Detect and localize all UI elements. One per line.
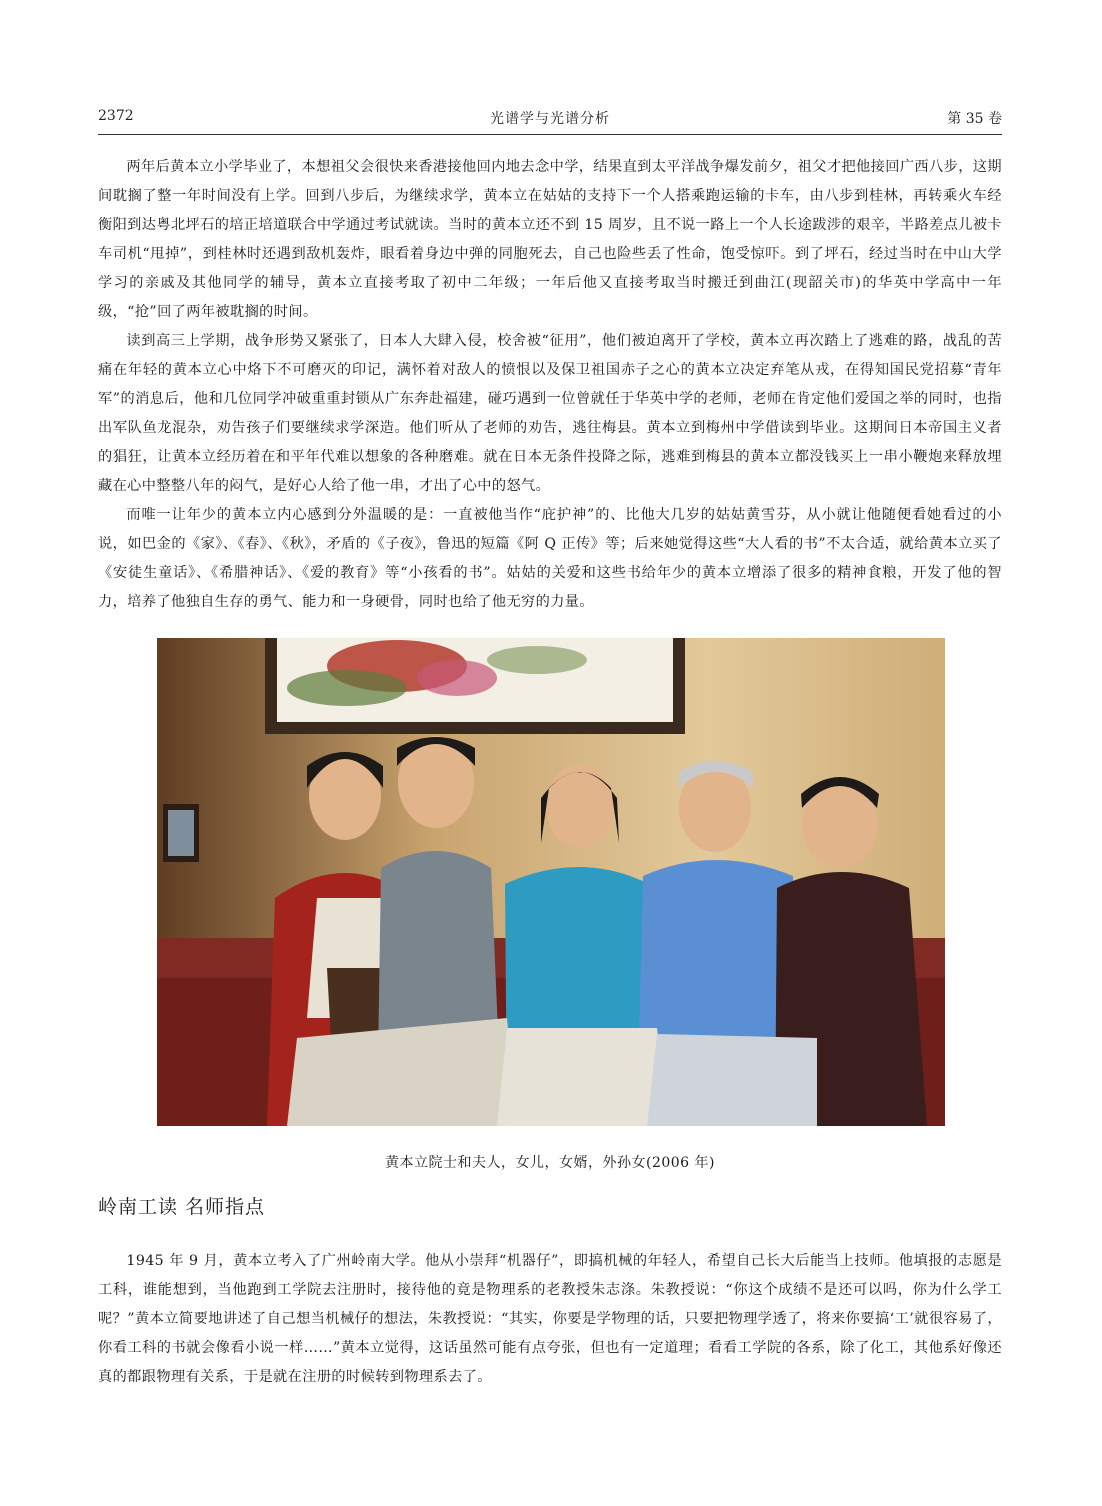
photo-caption: 黄本立院士和夫人，女儿，女婿，外孙女(2006 年): [384, 1155, 715, 1171]
header-rule: [98, 134, 1002, 135]
paragraph: 而唯一让年少的黄本立内心感到分外温暖的是：一直被他当作“庇护神”的、比他大几岁的姑姑黄雪芬，从小就让他随便看她看过的小说，如巴金的《家》、《春》、《秋》，矛盾的《子夜》，鲁迅的短篇《阿 Q 正传》等；后来她觉得这些“大人看的书”不太合适，就给黄本立买了《安徒生童话》、《希腊神话》、《爱的教育》等“小孩看的书”。姑姑的关爱和这些书给年少的黄本立增添了很多的精神食粮，开发了他的智力，培养了他独自生存的勇气、能力和一身硬骨，同时也给了他无穷的力量。: [98, 507, 1002, 610]
family-photo: [157, 638, 945, 1126]
section-title: 岭南工读 名师指点: [98, 1196, 266, 1218]
paragraph: 两年后黄本立小学毕业了，本想祖父会很快来香港接他回内地去念中学，结果直到太平洋战争爆发前夕，祖父才把他接回广西八步，这期间耽搁了整一年时间没有上学。回到八步后，为继续求学，黄本立在姑姑的支持下一个人搭乘跑运输的卡车，由八步到桂林，再转乘火车经衡阳到达粤北坪石的培正培道联合中学通过考试就读。当时的黄本立还不到 15 周岁，且不说一路上一个人长途跋涉的艰辛，半路差点儿被卡车司机“甩掉”，到桂林时还遇到敌机轰炸，眼看着身边中弹的同胞死去，自己也险些丢了性命，饱受惊吓。到了坪石，经过当时在中山大学学习的亲戚及其他同学的辅导，黄本立直接考取了初中二年级；一年后他又直接考取当时搬迁到曲江(现韶关市)的华英中学高中一年级，“抢”回了两年被耽搁的时间。: [98, 159, 1002, 320]
paragraph: 1945 年 9 月，黄本立考入了广州岭南大学。他从小崇拜“机器仔”，即搞机械的年轻人，希望自己长大后能当上技师。他填报的志愿是工科，谁能想到，当他跑到工学院去注册时，接待他的竟是物理系的老教授朱志涤。朱教授说：“你这个成绩不是还可以吗，你为什么学工呢？”黄本立简要地讲述了自己想当机械仔的想法，朱教授说：“其实，你要是学物理的话，只要把物理学透了，将来你要搞‘工’就很容易了，你看工科的书就会像看小说一样……”黄本立觉得，这话虽然可能有点夸张，但也有一定道理；看看工学院的各系，除了化工，其他系好像还真的都跟物理有关系，于是就在注册的时候转到物理系去了。: [98, 1253, 1002, 1385]
paragraph: 读到高三上学期，战争形势又紧张了，日本人大肆入侵，校舍被“征用”，他们被迫离开了学校，黄本立再次踏上了逃难的路，战乱的苦痛在年轻的黄本立心中烙下不可磨灭的印记，满怀着对敌人的愤恨以及保卫祖国赤子之心的黄本立决定弃笔从戎，在得知国民党招募“青年军”的消息后，他和几位同学冲破重重封锁从广东奔赴福建，碰巧遇到一位曾就任于华英中学的老师，老师在肯定他们爱国之举的同时，也指出军队鱼龙混杂，劝告孩子们要继续求学深造。他们听从了老师的劝告，逃往梅县。黄本立到梅州中学借读到毕业。这期间日本帝国主义者的猖狂，让黄本立经历着在和平年代难以想象的各种磨难。就在日本无条件投降之际，逃难到梅县的黄本立都没钱买上一串小鞭炮来释放埋藏在心中整整八年的闷气，是好心人给了他一串，才出了心中的怒气。: [98, 333, 1002, 494]
volume-label: 第 35 卷: [947, 111, 1002, 127]
body-text-bottom: [98, 1247, 1002, 1392]
body-text-top: [98, 153, 1002, 617]
page-number: 2372: [98, 108, 134, 124]
running-header: [98, 108, 1002, 130]
journal-title: 光谱学与光谱分析: [490, 111, 610, 127]
